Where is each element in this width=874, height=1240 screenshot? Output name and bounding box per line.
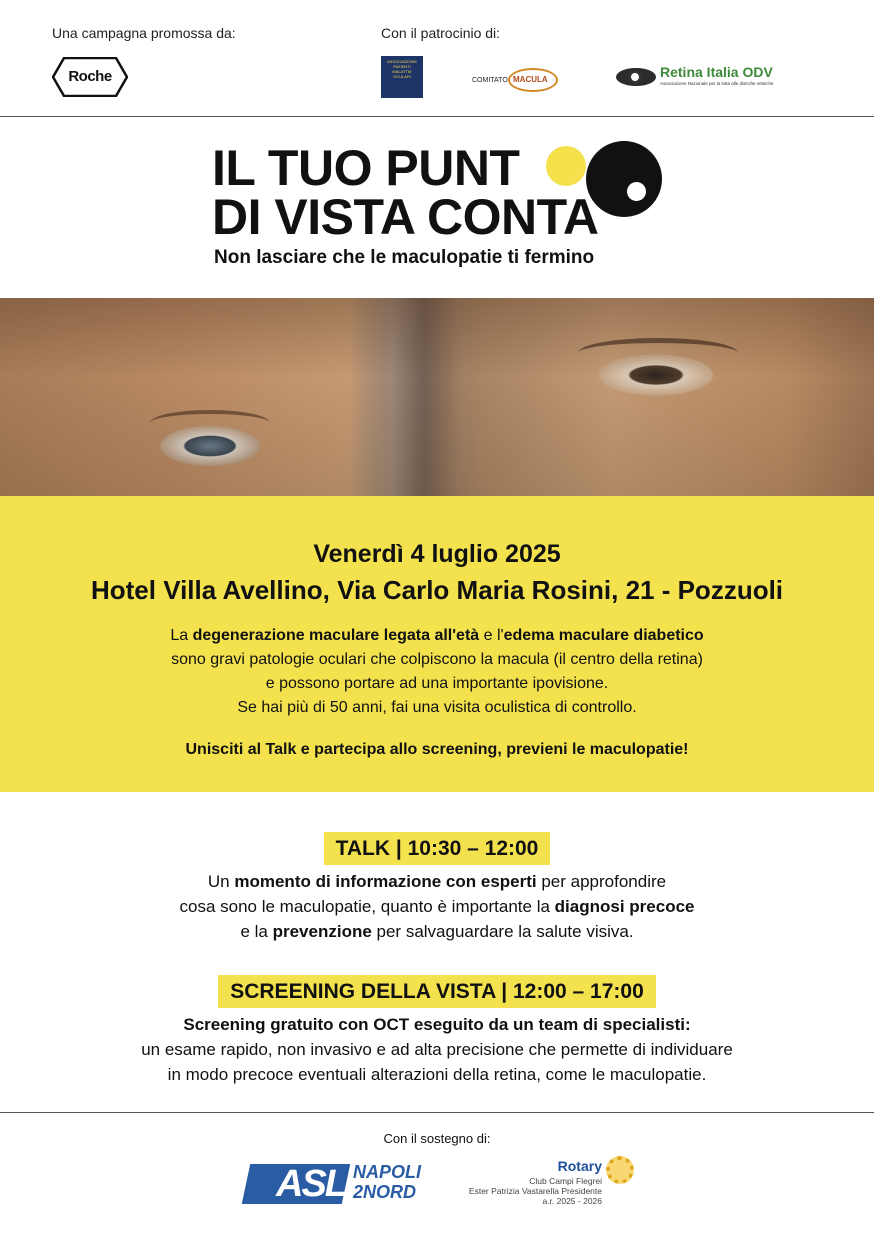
- intro-mid: e l': [479, 627, 504, 644]
- intro-bold-dme: edema maculare diabetico: [503, 627, 704, 644]
- talk-line-2: [0, 894, 874, 919]
- talk-l1-prefix: Un: [207, 872, 235, 891]
- talk-l2-prefix: cosa sono le maculopatie, quanto è importante la: [179, 897, 555, 916]
- apmo-logo-line: ASSOCIAZIONE: [386, 59, 417, 64]
- apmo-logo-line: PAZIENTI: [393, 64, 411, 69]
- apmo-logo: [381, 56, 423, 98]
- intro-line-3: e possono portare ad una importante ipovisione.: [265, 675, 609, 692]
- screening-description: [0, 1012, 874, 1087]
- retina-subtitle: Associazione Nazionale per la lotta alle distrofie retiniche: [660, 81, 774, 86]
- subtitle: Non lasciare che le maculopatie ti fermino: [214, 247, 595, 268]
- roche-logo: [52, 57, 128, 97]
- roche-logo-text: Roche: [68, 68, 112, 85]
- talk-line-1: [0, 869, 874, 894]
- asl-nord-text: 2NORD: [353, 1182, 417, 1202]
- asl-napoli-2-nord-logo: [246, 1160, 422, 1206]
- talk-description: [0, 869, 874, 944]
- intro-paragraph: [0, 624, 874, 720]
- call-to-action: Unisciti al Talk e partecipa allo screening, previeni le maculopatie!: [185, 741, 689, 758]
- eyes-photo: [0, 298, 874, 496]
- event-date: Venerdì 4 luglio 2025: [313, 540, 561, 568]
- retina-title: Retina Italia ODV: [660, 64, 773, 80]
- rotary-president: Ester Patrizia Vastarella Presidente: [468, 1186, 602, 1196]
- comitato-macula-logo: [472, 64, 558, 94]
- talk-l3-prefix: e la: [240, 922, 273, 941]
- rotary-name: Rotary: [557, 1158, 602, 1174]
- intro-line-2: sono gravi patologie oculari che colpiscono la macula (il centro della retina): [171, 651, 703, 668]
- screening-line-1: Screening gratuito con OCT eseguito da un team di specialisti:: [183, 1015, 691, 1034]
- event-place: Hotel Villa Avellino, Via Carlo Maria Rosini, 21 - Pozzuoli: [90, 575, 784, 605]
- rotary-year: a.r. 2025 - 2026: [542, 1196, 602, 1206]
- screening-tag: SCREENING DELLA VISTA | 12:00 – 17:00: [218, 975, 656, 1008]
- talk-l1-bold: momento di informazione con esperti: [234, 872, 537, 891]
- yellow-dot-icon: [546, 146, 586, 186]
- screening-tag-row: [0, 975, 874, 1008]
- asl-text: ASL: [276, 1163, 346, 1205]
- title-line-1: IL TUO PUNT: [212, 140, 520, 196]
- footer-divider: [0, 1112, 874, 1113]
- support-label: Con il sostegno di:: [383, 1131, 491, 1146]
- header-divider: [0, 116, 874, 117]
- rotary-club: Club Campi Flegrei: [529, 1176, 602, 1186]
- talk-line-3: [0, 919, 874, 944]
- white-pupil-icon: [627, 182, 646, 201]
- talk-tag-row: [0, 832, 874, 865]
- rotary-wheel-icon: [606, 1156, 634, 1184]
- patronage-label: Con il patrocinio di:: [381, 25, 501, 41]
- photo-shade: [0, 298, 874, 496]
- retina-italia-logo: [616, 64, 796, 90]
- macula-text: MACULA: [513, 75, 548, 84]
- talk-tag: TALK | 10:30 – 12:00: [324, 832, 551, 865]
- talk-l3-suffix: per salvaguardare la salute visiva.: [371, 922, 634, 941]
- promoted-by-label: Una campagna promossa da:: [52, 25, 236, 41]
- intro-bold-amd: degenerazione maculare legata all'età: [192, 627, 480, 644]
- screening-line-3: in modo precoce eventuali alterazioni della retina, come le maculopatie.: [167, 1065, 707, 1084]
- talk-l1-suffix: per approfondire: [536, 872, 667, 891]
- intro-line-4: Se hai più di 50 anni, fai una visita oculistica di controllo.: [237, 699, 637, 716]
- retina-eye-icon: [616, 68, 656, 86]
- intro-prefix: La: [170, 627, 193, 644]
- title-line-2: DI VISTA CONTA: [212, 189, 599, 245]
- screening-line-2: un esame rapido, non invasivo e ad alta precisione che permette di individuare: [141, 1040, 733, 1059]
- apmo-logo-line: MALATTIE: [392, 69, 412, 74]
- talk-l3-bold: prevenzione: [272, 922, 372, 941]
- talk-l2-bold: diagnosi precoce: [554, 897, 695, 916]
- intro-line-1: [0, 624, 874, 648]
- apmo-logo-line: OCULARI: [393, 74, 411, 79]
- asl-napoli-text: NAPOLI: [353, 1162, 422, 1182]
- comitato-text: COMITATO: [472, 77, 508, 84]
- rotary-logo: [452, 1156, 638, 1210]
